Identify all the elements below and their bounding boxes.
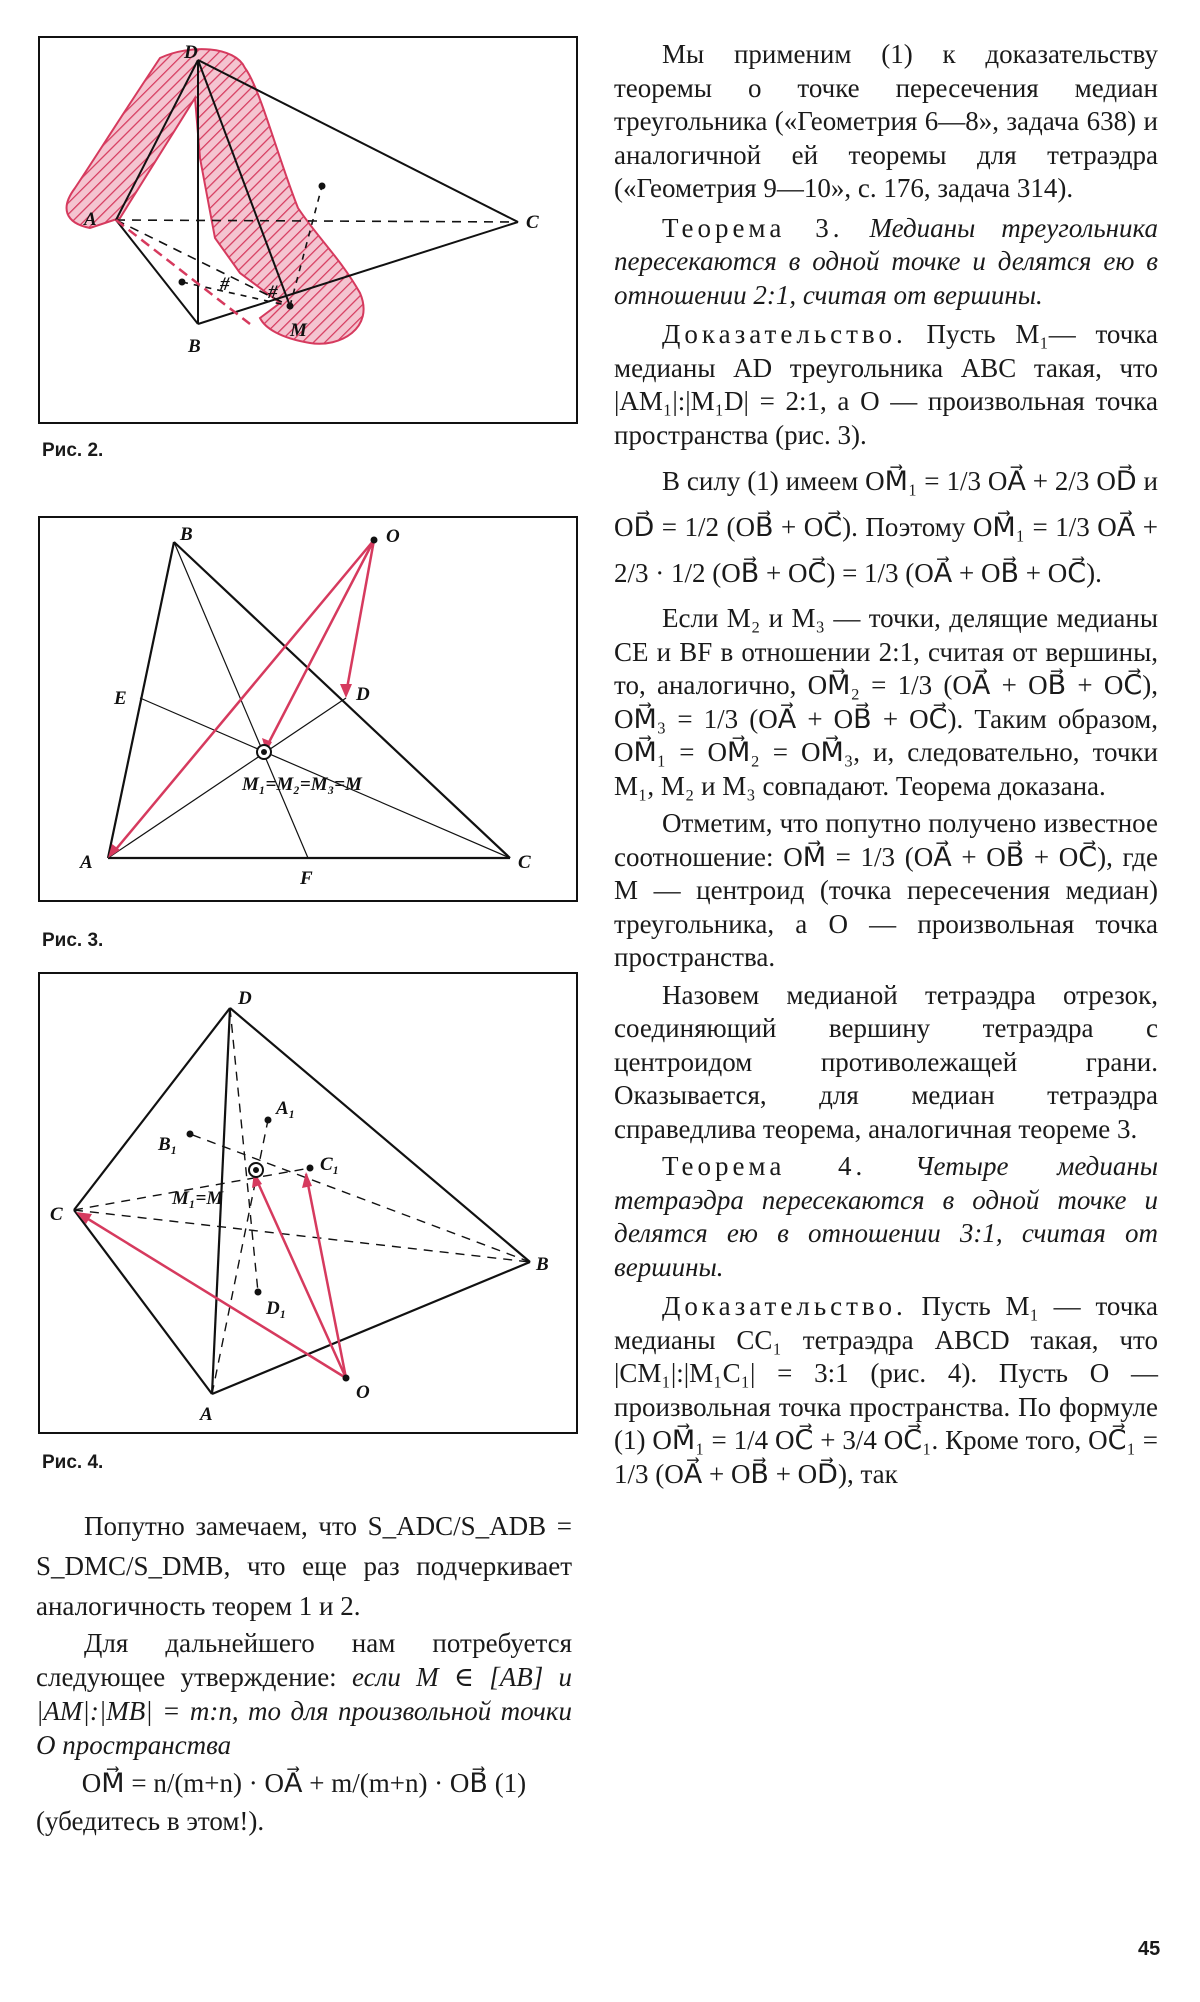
paragraph-tetra-median: Назовем медианой тетраэдра отрезок, соединяющий вершину тетраэдра с центроидом противолежащей грани. Оказывается, для медиан тетраэдра справедлива теорема, аналогичная теореме 3. [614,979,1158,1144]
figure-2-diagram [40,38,576,422]
label-A: A [84,209,97,230]
label-D: D [356,684,370,705]
vector-OA [112,540,374,854]
label-B: B [180,524,193,545]
vector-OD [346,540,374,694]
theorem-3-heading: Теорема 3. [662,212,844,243]
paragraph-check: (убедитесь в этом!). [36,1806,265,1836]
theorem-4-body: Четыре медианы тетраэдра пересекаются в одной точке и делятся ею в отношении 3:1, считая от вершины. [614,1151,1158,1282]
label-C: C [518,852,531,873]
label-E: E [114,688,127,709]
edge-DC [74,1008,230,1210]
label-B1: B₁ [158,1134,178,1155]
label-hash-1: # [268,282,278,303]
label-D1: D₁ [266,1298,287,1319]
page-number: 45 [1138,1938,1161,1960]
edge-CB [74,1210,530,1262]
paragraph-intro: Мы применим (1) к доказательству теоремы о точке пересечения медиан треугольника («Геометрия 6—8», задача 638) и аналогичной ей теоремы для тетраэдра («Геометрия 9—10», с. 176, задача 314). [614,39,1158,203]
figure-4 [38,972,578,1434]
label-B: B [536,1254,549,1275]
median-AA1 [212,1120,268,1394]
label-M-eq: M₁=M₂=M₃=M [242,774,362,795]
caption-fig2: Рис. 2. [42,440,104,461]
label-C: C [50,1204,63,1225]
caption-fig3: Рис. 3. [42,930,104,951]
paragraph-statement: если M ∈ [AB] и |AM|:|MB| = m:n, то для произвольной точки O пространства [36,1662,573,1760]
label-A1: A₁ [276,1098,296,1119]
left-column [36,1506,572,1838]
label-F: F [300,868,313,889]
proof-2-paragraph: Пусть M₁ — точка медианы CC₁ тетраэдра ABCD такая, что |CM₁|:|M₁C₁| = 3:1 (рис. 4). Пусть O — произвольная точка пространства. По формуле (1) OM⃗₁ = 1/4 OC⃗ + 3/4 OC⃗₁. Кроме того, OC⃗₁ = 1/3 (OA⃗ + OB⃗ + OD⃗), так [614,1291,1158,1489]
label-A: A [80,852,93,873]
caption-fig4: Рис. 4. [42,1452,104,1473]
equation-block: В силу (1) имеем OM⃗₁ = 1/3 OA⃗ + 2/3 OD⃗ и OD⃗ = 1/2 (OB⃗ + OC⃗). Поэтому OM⃗₁ = 1/3 OA⃗ + 2/3 · 1/2 (OB⃗ + OC⃗) = 1/3 (OA⃗ + OB⃗ + OC⃗). [614,466,1158,588]
paragraph-centroid: Отметим, что попутно получено известное соотношение: OM⃗ = 1/3 (OA⃗ + OB⃗ + OC⃗), где M — центроид (точка пересечения медиан) треугольника, а O — произвольная точка пространства. [614,808,1158,972]
label-M: M [290,320,307,341]
edge-AC [116,220,518,222]
figure-3-diagram [40,518,576,900]
figure-2 [38,36,578,424]
formula-1: OM⃗ = n/(m+n) · OA⃗ + m/(m+n) · OB⃗ (1) [81,1768,527,1798]
label-hash-2: # [220,274,230,295]
paragraph-medians: Если M₂ и M₃ — точки, делящие медианы CE и BF в отношении 2:1, считая от вершины, то, аналогично, OM⃗₂ = 1/3 (OA⃗ + OB⃗ + OC⃗), OM⃗₃ = 1/3 (OA⃗ + OB⃗ + OC⃗). Таким образом, OM⃗₁ = OM⃗₂ = OM⃗₃, и, следовательно, точки M₁, M₂ и M₃ совпадают. Теорема доказана. [614,603,1158,801]
median-BB1 [190,1134,530,1262]
theorem-4-heading: Теорема 4. [662,1151,867,1181]
paragraph-area-ratio: Попутно замечаем, что S_ADC/S_ADB = S_DMC/S_DMB, что еще раз подчеркивает аналогичность теорем 1 и 2. [36,1511,572,1621]
proof-heading: Доказательство. [662,319,907,349]
edge-AB [212,1262,530,1394]
label-O: O [386,526,400,547]
right-column [614,38,1158,1491]
figure-4-diagram [40,974,576,1432]
proof-paragraph: Пусть M₁— точка медианы AD треугольника ABC такая, что |AM₁|:|M₁D| = 2:1, а O — произвольная точка пространства (рис. 3). [614,319,1158,450]
vector-OM [254,1174,346,1378]
proof-2-heading: Доказательство. [662,1291,907,1321]
label-B: B [188,336,201,357]
edge-AB [116,220,198,324]
label-D: D [238,988,252,1009]
label-C1: C₁ [320,1154,340,1175]
edge-CA [74,1210,212,1394]
label-A: A [200,1404,213,1425]
label-M1-eq-M: M₁=M [172,1188,224,1209]
figure-3 [38,516,578,902]
edge-DB [230,1008,530,1262]
label-C: C [526,212,539,233]
paragraph-statement-intro: Для дальнейшего нам потребуется следующее утверждение: [36,1628,572,1692]
theorem-3-body: Медианы треугольника пересекаются в одной точке и делятся ею в отношении 2:1, считая от вершины. [614,212,1159,310]
label-D: D [184,42,198,63]
label-O: O [356,1382,370,1403]
median-DD1 [230,1008,258,1292]
